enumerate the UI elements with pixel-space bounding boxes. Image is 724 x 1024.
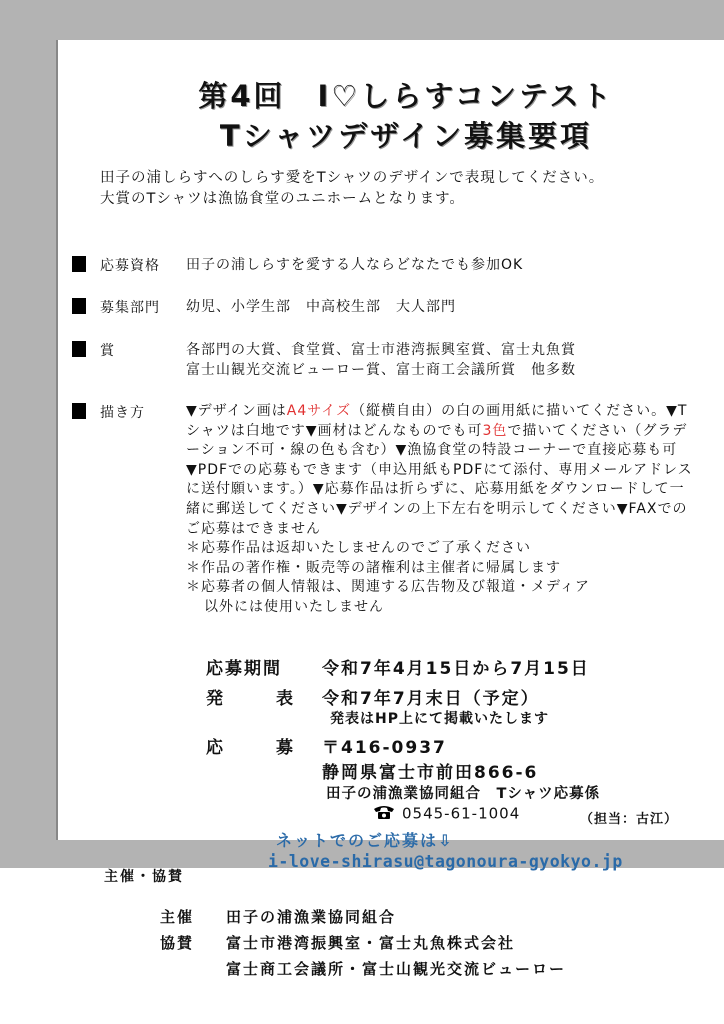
- announcement-label-2: 表: [276, 689, 295, 709]
- black-square-icon: [72, 341, 86, 357]
- support-line1: 富士市港湾振興室・富士丸魚株式会社: [226, 934, 516, 952]
- intro-line1: 田子の浦しらすへのしらす愛をTシャツのデザインで表現してください。: [100, 170, 605, 186]
- telephone-icon: [372, 804, 396, 824]
- online-label: ネットでのご応募は⇩: [276, 831, 454, 850]
- drawing-label: 描き方: [100, 405, 145, 421]
- submission-label-1: 応: [206, 738, 225, 758]
- period-value: 令和7年4月15日から7月15日: [322, 659, 590, 679]
- email-address[interactable]: i-love-shirasu@tagonoura-gyokyo.jp: [268, 852, 623, 871]
- intro-text: [100, 168, 720, 210]
- contact-person: （担当：古江）: [580, 812, 679, 827]
- prizes-line1: 各部門の大賞、食堂賞、富士市港湾振興室賞、富士丸魚賞: [186, 342, 576, 358]
- black-square-icon: [72, 256, 86, 272]
- frame-left: [0, 0, 56, 840]
- prizes-line2: 富士山観光交流ビューロー賞、富士商工会議所賞 他多数: [186, 362, 576, 378]
- drawing-text-3: で描いてください（グラデーション不可・線の色も含む）▼漁協食堂の特設コーナーで直接応募も可▼PDFでの応募もできます（申込用紙もPDFにて添付、専用メールアドレスに送付願います。）▼応募作品は折らずに、応募用紙をダウンロードして一緒に郵送してください▼デザインの上下左右を明示してください▼FAXでのご応募はできません: [186, 422, 693, 537]
- address: 静岡県富士市前田866-6: [322, 763, 539, 783]
- submission-label-2: 募: [276, 738, 295, 758]
- organization: 田子の浦漁業協同組合 Tシャツ応募係: [326, 786, 601, 802]
- host-name: 田子の浦漁業協同組合: [226, 908, 397, 926]
- phone-number: 0545-61-1004: [402, 804, 521, 823]
- announcement-value: 令和7年7月末日（予定）: [322, 689, 540, 709]
- note-copyright: ＊作品の著作権・販売等の諸権利は主催者に帰属します: [186, 559, 561, 576]
- color-count-highlight: 3色: [482, 422, 508, 439]
- announcement-note: 発表はHP上にて掲載いたします: [330, 711, 549, 727]
- eligibility-label: 応募資格: [100, 258, 160, 274]
- paper-size-highlight: A4サイズ: [286, 403, 352, 419]
- categories-label: 募集部門: [100, 300, 160, 316]
- drawing-paragraph: [186, 402, 696, 539]
- host-label: 主催: [160, 908, 195, 926]
- period-label: 応募期間: [206, 659, 282, 679]
- prizes-text: [186, 340, 576, 380]
- page-title-line2: Tシャツデザイン募集要項: [219, 119, 593, 153]
- note-privacy-cont: 以外には使用いたしません: [204, 598, 384, 615]
- support-line2: 富士商工会議所・富士山観光交流ビューロー: [226, 960, 567, 978]
- phone-line: [372, 804, 520, 824]
- drawing-text-1: ▼デザイン画は: [186, 403, 287, 419]
- page-title-line1: 第4回 I♡しらすコンテスト: [198, 79, 614, 113]
- frame-top: [0, 0, 724, 40]
- support-label: 協賛: [160, 934, 195, 952]
- black-square-icon: [72, 298, 86, 314]
- categories-text: 幼児、小学生部 中高校生部 大人部門: [186, 299, 456, 315]
- intro-line2: 大賞のTシャツは漁協食堂のユニホームとなります。: [100, 191, 465, 207]
- drawing-text-2: （縦横自由）の白の画用紙に描いてください。▼Tシャツは白地です▼画材はどんなものでも可: [186, 403, 688, 439]
- frame-inner-strip: [56, 40, 92, 840]
- note-privacy: ＊応募者の個人情報は、関連する広告物及び報道・メディア: [186, 579, 590, 596]
- drawing-instructions: [186, 402, 696, 618]
- prizes-label: 賞: [100, 343, 115, 359]
- sponsors-heading: 主催・協賛: [104, 869, 184, 885]
- announcement-label-1: 発: [206, 689, 225, 709]
- black-square-icon: [72, 403, 86, 419]
- note-return: ＊応募作品は返却いたしませんのでご了承ください: [186, 540, 531, 557]
- eligibility-text: 田子の浦しらすを愛する人ならどなたでも参加OK: [186, 257, 524, 273]
- postal-code: 〒416-0937: [322, 738, 447, 758]
- bottom-notch: [0, 840, 262, 868]
